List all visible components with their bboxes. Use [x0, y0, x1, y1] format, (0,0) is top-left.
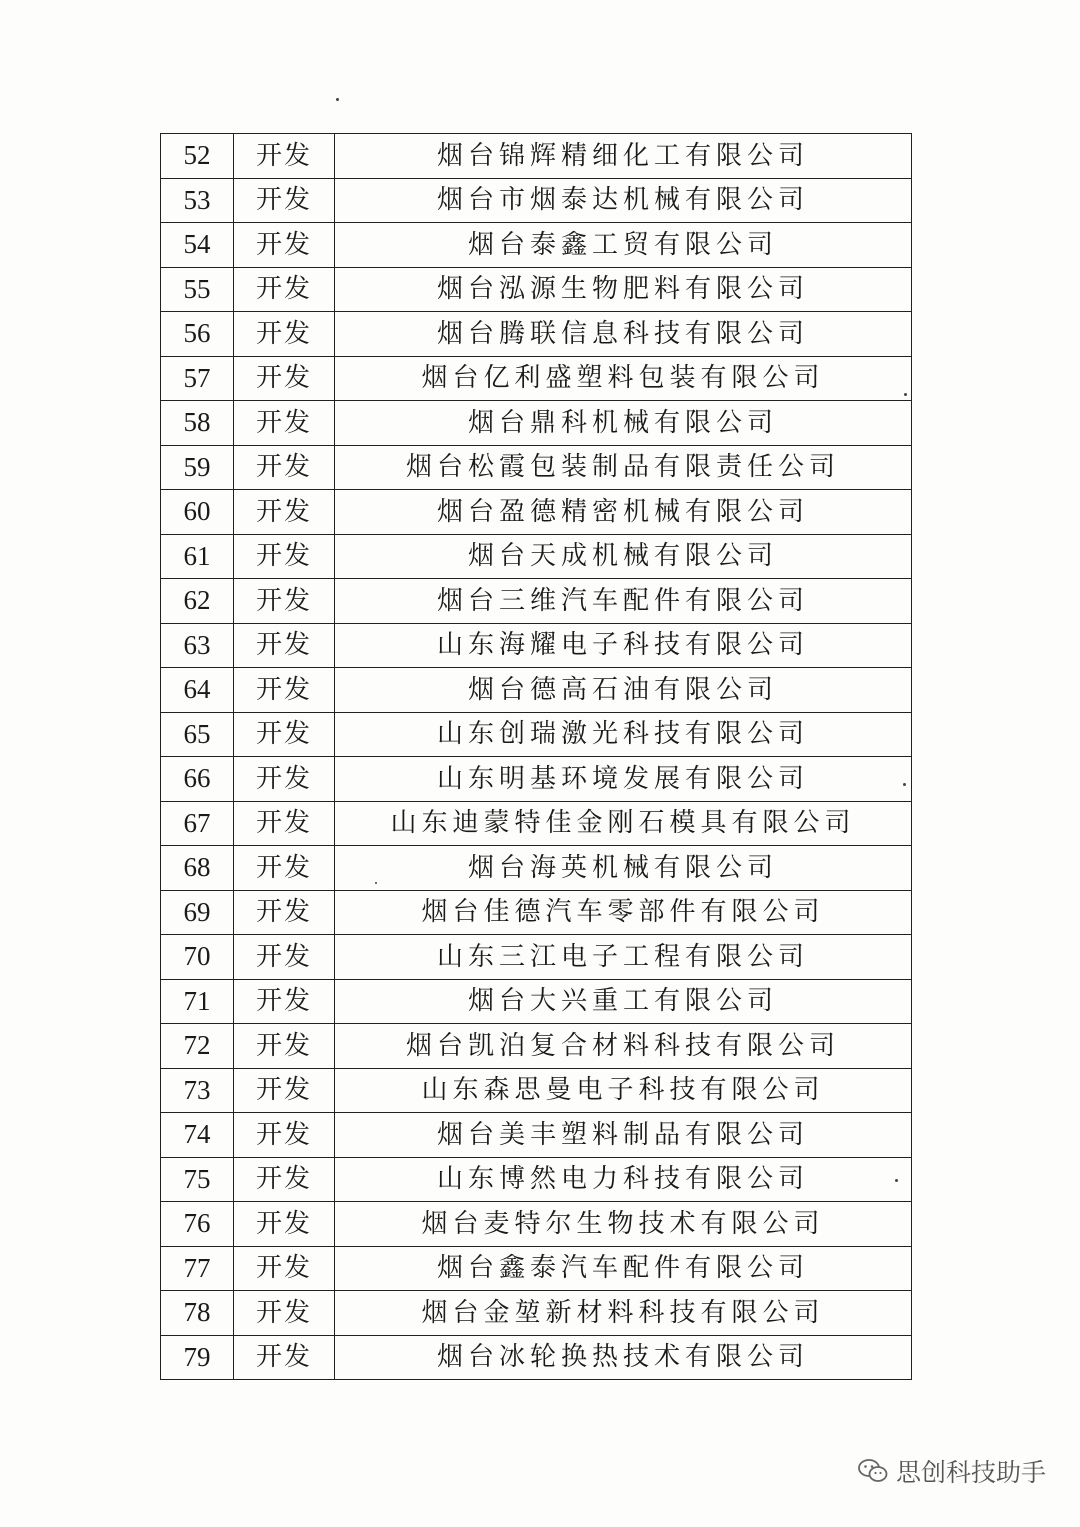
table-row — [161, 579, 912, 624]
company-list-body — [161, 134, 912, 1380]
row-type: 开发 — [234, 1157, 335, 1202]
table-row — [161, 1024, 912, 1069]
row-type: 开发 — [234, 801, 335, 846]
row-type: 开发 — [234, 490, 335, 535]
row-type: 开发 — [234, 134, 335, 179]
table-row — [161, 1157, 912, 1202]
company-name: 烟台三维汽车配件有限公司 — [335, 579, 912, 624]
row-number: 65 — [161, 712, 234, 757]
row-type: 开发 — [234, 534, 335, 579]
company-name: 烟台鼎科机械有限公司 — [335, 401, 912, 446]
row-type: 开发 — [234, 401, 335, 446]
row-number: 71 — [161, 979, 234, 1024]
row-number: 52 — [161, 134, 234, 179]
table-row — [161, 623, 912, 668]
company-name: 烟台佳德汽车零部件有限公司 — [335, 890, 912, 935]
row-type: 开发 — [234, 178, 335, 223]
row-number: 68 — [161, 846, 234, 891]
row-number: 73 — [161, 1068, 234, 1113]
row-number: 58 — [161, 401, 234, 446]
row-number: 60 — [161, 490, 234, 535]
company-name: 烟台德高石油有限公司 — [335, 668, 912, 713]
row-number: 74 — [161, 1113, 234, 1158]
row-number: 75 — [161, 1157, 234, 1202]
company-name: 烟台腾联信息科技有限公司 — [335, 312, 912, 357]
table-row — [161, 1291, 912, 1336]
company-list-table — [160, 133, 912, 1380]
company-name: 烟台泰鑫工贸有限公司 — [335, 223, 912, 268]
row-type: 开发 — [234, 356, 335, 401]
company-name: 山东明基环境发展有限公司 — [335, 757, 912, 802]
row-number: 76 — [161, 1202, 234, 1247]
table-row — [161, 312, 912, 357]
row-type: 开发 — [234, 445, 335, 490]
row-number: 70 — [161, 935, 234, 980]
row-number: 67 — [161, 801, 234, 846]
company-name: 山东森思曼电子科技有限公司 — [335, 1068, 912, 1113]
table-row — [161, 356, 912, 401]
table-row — [161, 1335, 912, 1380]
row-number: 77 — [161, 1246, 234, 1291]
table-row — [161, 935, 912, 980]
row-number: 72 — [161, 1024, 234, 1069]
table-row — [161, 712, 912, 757]
table-row — [161, 401, 912, 446]
company-name: 烟台美丰塑料制品有限公司 — [335, 1113, 912, 1158]
table-row — [161, 534, 912, 579]
company-name: 烟台海英机械有限公司 — [335, 846, 912, 891]
row-type: 开发 — [234, 1246, 335, 1291]
row-number: 54 — [161, 223, 234, 268]
row-type: 开发 — [234, 623, 335, 668]
table-row — [161, 1113, 912, 1158]
row-type: 开发 — [234, 223, 335, 268]
row-type: 开发 — [234, 757, 335, 802]
row-number: 62 — [161, 579, 234, 624]
company-name: 烟台冰轮换热技术有限公司 — [335, 1335, 912, 1380]
row-type: 开发 — [234, 312, 335, 357]
row-type: 开发 — [234, 846, 335, 891]
row-type: 开发 — [234, 1335, 335, 1380]
company-name: 烟台天成机械有限公司 — [335, 534, 912, 579]
table-row — [161, 757, 912, 802]
row-type: 开发 — [234, 935, 335, 980]
table-row — [161, 490, 912, 535]
row-type: 开发 — [234, 1113, 335, 1158]
table-row — [161, 890, 912, 935]
scan-speck — [336, 98, 339, 101]
company-name: 烟台麦特尔生物技术有限公司 — [335, 1202, 912, 1247]
table-row — [161, 979, 912, 1024]
company-name: 山东海耀电子科技有限公司 — [335, 623, 912, 668]
row-type: 开发 — [234, 1068, 335, 1113]
row-type: 开发 — [234, 1291, 335, 1336]
row-number: 56 — [161, 312, 234, 357]
company-name: 山东创瑞激光科技有限公司 — [335, 712, 912, 757]
table-row — [161, 1202, 912, 1247]
row-number: 63 — [161, 623, 234, 668]
row-type: 开发 — [234, 712, 335, 757]
row-number: 64 — [161, 668, 234, 713]
row-number: 55 — [161, 267, 234, 312]
company-name: 烟台大兴重工有限公司 — [335, 979, 912, 1024]
company-name: 烟台市烟泰达机械有限公司 — [335, 178, 912, 223]
company-name: 烟台凯泊复合材料科技有限公司 — [335, 1024, 912, 1069]
row-type: 开发 — [234, 979, 335, 1024]
row-type: 开发 — [234, 267, 335, 312]
row-type: 开发 — [234, 1202, 335, 1247]
table-row — [161, 445, 912, 490]
company-name: 山东博然电力科技有限公司 — [335, 1157, 912, 1202]
row-number: 66 — [161, 757, 234, 802]
company-name: 烟台松霞包装制品有限责任公司 — [335, 445, 912, 490]
table-row — [161, 1246, 912, 1291]
company-name: 山东迪蒙特佳金刚石模具有限公司 — [335, 801, 912, 846]
row-number: 69 — [161, 890, 234, 935]
company-name: 烟台鑫泰汽车配件有限公司 — [335, 1246, 912, 1291]
company-name: 烟台金堃新材料科技有限公司 — [335, 1291, 912, 1336]
row-type: 开发 — [234, 1024, 335, 1069]
table-row — [161, 267, 912, 312]
table-row — [161, 223, 912, 268]
watermark-text: 思创科技助手 — [895, 1458, 1046, 1487]
table-row — [161, 668, 912, 713]
row-type: 开发 — [234, 890, 335, 935]
table-row — [161, 1068, 912, 1113]
row-number: 78 — [161, 1291, 234, 1336]
company-name: 山东三江电子工程有限公司 — [335, 935, 912, 980]
watermark — [858, 1453, 1046, 1489]
company-name: 烟台锦辉精细化工有限公司 — [335, 134, 912, 179]
company-name: 烟台盈德精密机械有限公司 — [335, 490, 912, 535]
company-name: 烟台泓源生物肥料有限公司 — [335, 267, 912, 312]
table-row — [161, 134, 912, 179]
row-number: 79 — [161, 1335, 234, 1380]
row-number: 57 — [161, 356, 234, 401]
table-row — [161, 178, 912, 223]
row-type: 开发 — [234, 579, 335, 624]
row-number: 61 — [161, 534, 234, 579]
row-number: 53 — [161, 178, 234, 223]
wechat-icon — [858, 1458, 888, 1484]
company-name: 烟台亿利盛塑料包装有限公司 — [335, 356, 912, 401]
row-number: 59 — [161, 445, 234, 490]
table-row — [161, 846, 912, 891]
table-row — [161, 801, 912, 846]
row-type: 开发 — [234, 668, 335, 713]
